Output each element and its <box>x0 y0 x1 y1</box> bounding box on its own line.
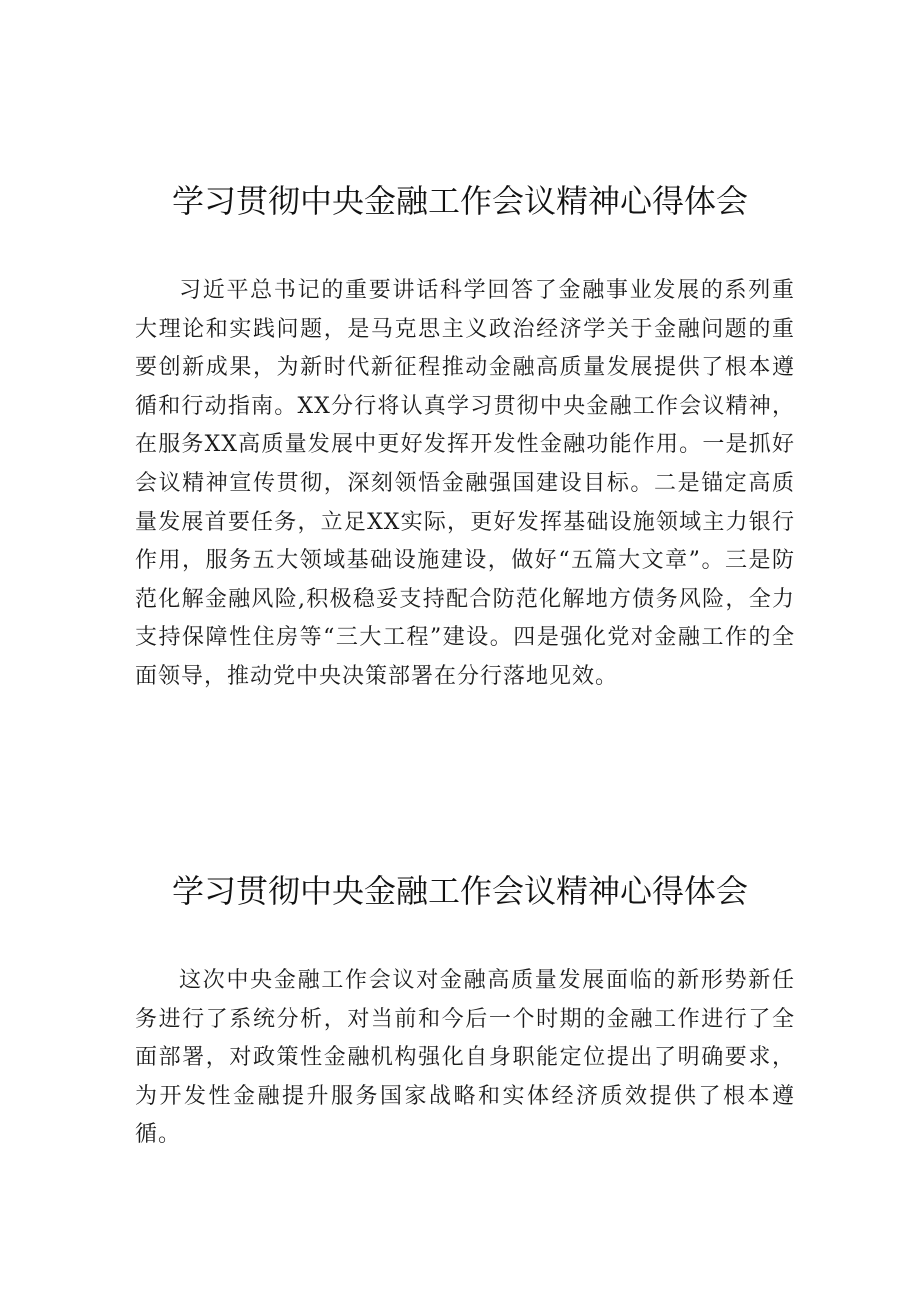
section-title-2: 学习贯彻中央金融工作会议精神心得体会 <box>171 872 748 910</box>
section-body-2: 这次中央金融工作会议对金融高质量发展面临的新形势新任务进行了系统分析，对当前和今后一个时期的金融工作进行了全面部署，对政策性金融机构强化自身职能定位提出了明确要求，为开发性金融提升服务国家战略和实体经济质效提供了根本遵循。 <box>135 968 795 1148</box>
section-title-1: 学习贯彻中央金融工作会议精神心得体会 <box>171 182 748 220</box>
section-body-1: 习近平总书记的重要讲话科学回答了金融事业发展的系列重大理论和实践问题，是马克思主义政治经济学关于金融问题的重要创新成果，为新时代新征程推动金融高质量发展提供了根本遵循和行动指南。XX分行将认真学习贯彻中央金融工作会议精神，在服务XX高质量发展中更好发挥开发性金融功能作用。一是抓好会议精神宣传贯彻，深刻领悟金融强国建设目标。二是锚定高质量发展首要任务，立足XX实际，更好发挥基础设施领域主力银行作用，服务五大领域基础设施建设，做好“五篇大文章”。三是防范化解金融风险,积极稳妥支持配合防范化解地方债务风险，全力支持保障性住房等“三大工程”建设。四是强化党对金融工作的全面领导，推动党中央决策部署在分行落地见效。 <box>135 278 795 689</box>
